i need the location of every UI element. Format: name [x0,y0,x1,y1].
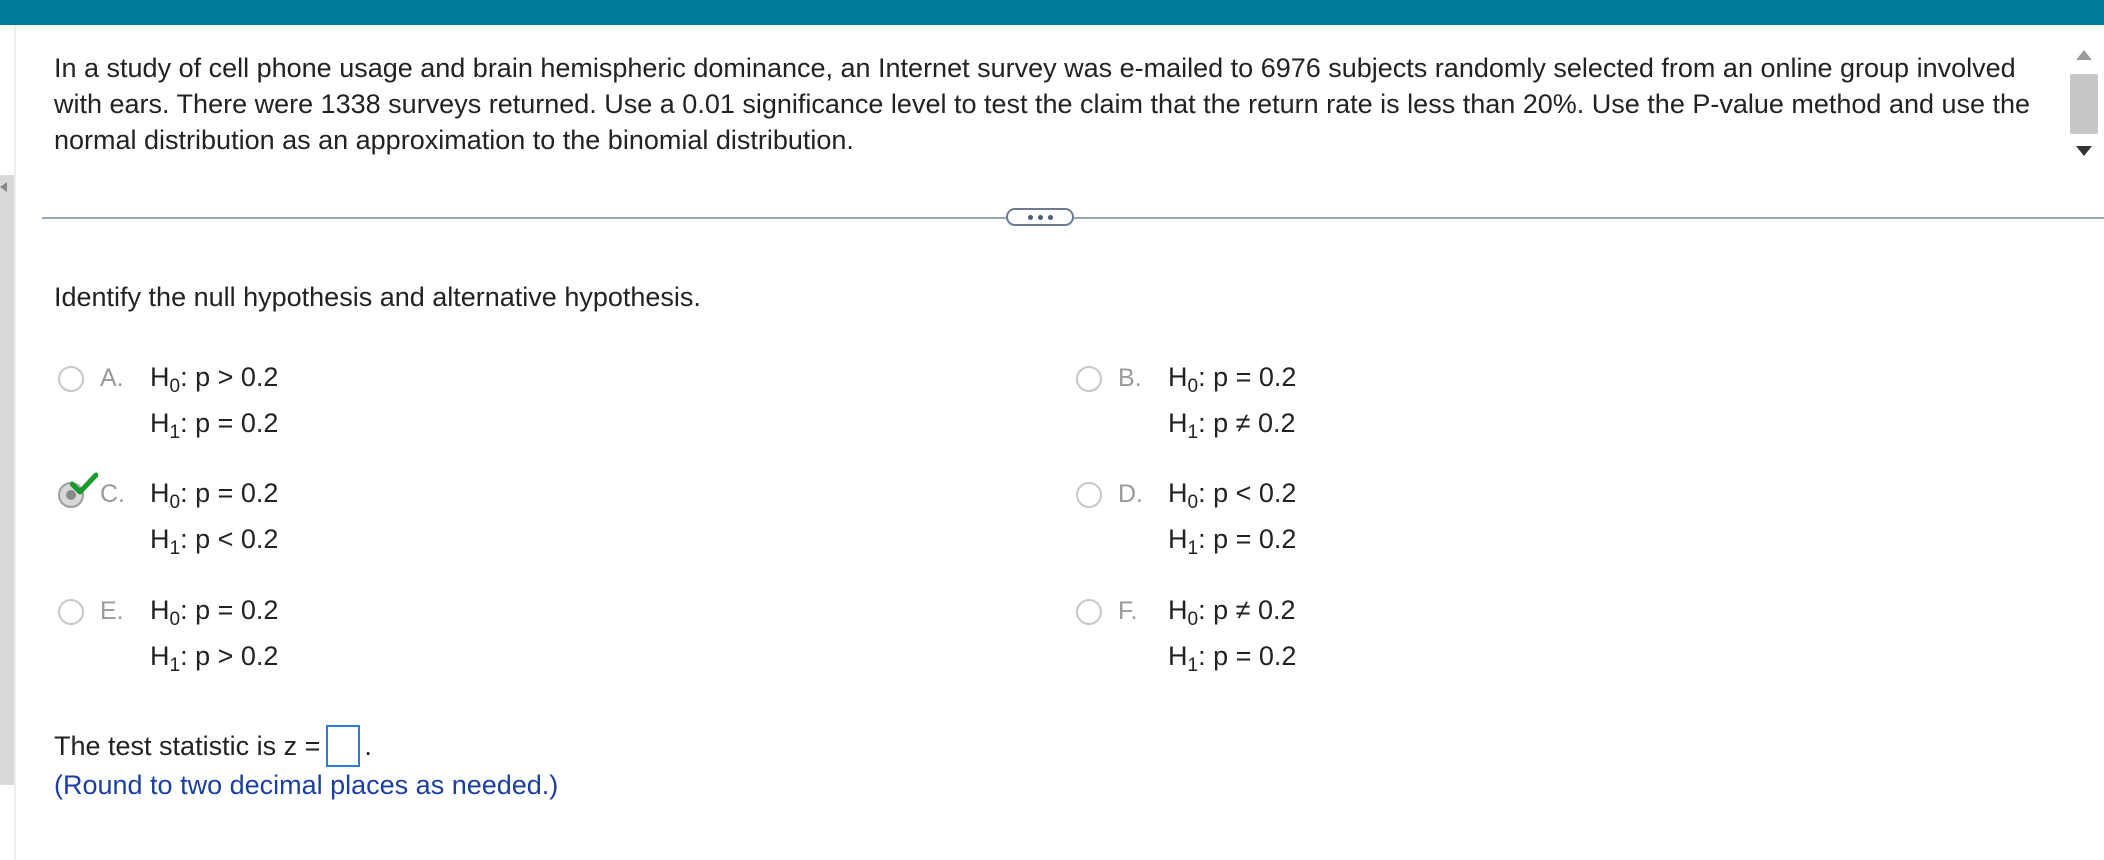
null-hypothesis: $H_0$: p = 0.2 [150,595,279,630]
scroll-down-arrow-icon[interactable] [2076,146,2092,156]
left-panel-scrollbar[interactable] [0,175,14,785]
choice-letter: B. [1118,364,1142,392]
checkmark-icon [70,472,98,496]
z-answer-input[interactable] [326,725,360,767]
left-scroll-arrow-icon[interactable] [0,182,7,192]
alternative-hypothesis: $H_1$: p ≠ 0.2 [1168,408,1296,443]
radio-d[interactable] [1076,482,1102,508]
null-hypothesis: $H_0$: p = 0.2 [150,478,279,513]
scroll-up-arrow-icon[interactable] [2076,50,2092,60]
ellipsis-icon [1028,215,1033,220]
alternative-hypothesis: $H_1$: p > 0.2 [150,641,279,676]
radio-f[interactable] [1076,599,1102,625]
test-statistic-label: The test statistic is z = [54,730,321,761]
left-border [14,25,16,860]
question-text: In a study of cell phone usage and brain hemispheric dominance, an Internet survey was e-mailed to 6976 subjects randomly selected from an online group involved with ears. There were 1338 surveys returned. Use a 0.01 significance level to test the claim that the return rate is less than 20%. Use the P-value method and use the normal distribution as an approximation to the binomial distribution. [54,53,2031,155]
alternative-hypothesis: $H_1$: p = 0.2 [1168,641,1297,676]
null-hypothesis: $H_0$: p < 0.2 [1168,478,1297,513]
null-hypothesis: $H_0$: p = 0.2 [1168,362,1297,397]
scrollbar-thumb[interactable] [2070,74,2098,134]
top-bar [0,0,2104,25]
choice-letter: A. [100,364,124,392]
alternative-hypothesis: $H_1$: p = 0.2 [150,408,279,443]
ellipsis-icon [1038,215,1043,220]
choice-letter: F. [1118,597,1138,625]
null-hypothesis: $H_0$: p ≠ 0.2 [1168,595,1296,630]
choice-letter: E. [100,597,124,625]
test-statistic-suffix: . [364,730,372,761]
rounding-instruction: (Round to two decimal places as needed.) [54,770,559,800]
radio-a[interactable] [58,366,84,392]
radio-e[interactable] [58,599,84,625]
alternative-hypothesis: $H_1$: p < 0.2 [150,524,279,559]
null-hypothesis: $H_0$: p > 0.2 [150,362,279,397]
ellipsis-icon [1048,215,1053,220]
hypothesis-prompt: Identify the null hypothesis and alternative hypothesis. [54,282,701,312]
radio-b[interactable] [1076,366,1102,392]
test-statistic-line [54,725,372,767]
expand-button[interactable] [1006,208,1074,226]
choice-letter: D. [1118,480,1143,508]
alternative-hypothesis: $H_1$: p = 0.2 [1168,524,1297,559]
choice-letter: C. [100,480,125,508]
